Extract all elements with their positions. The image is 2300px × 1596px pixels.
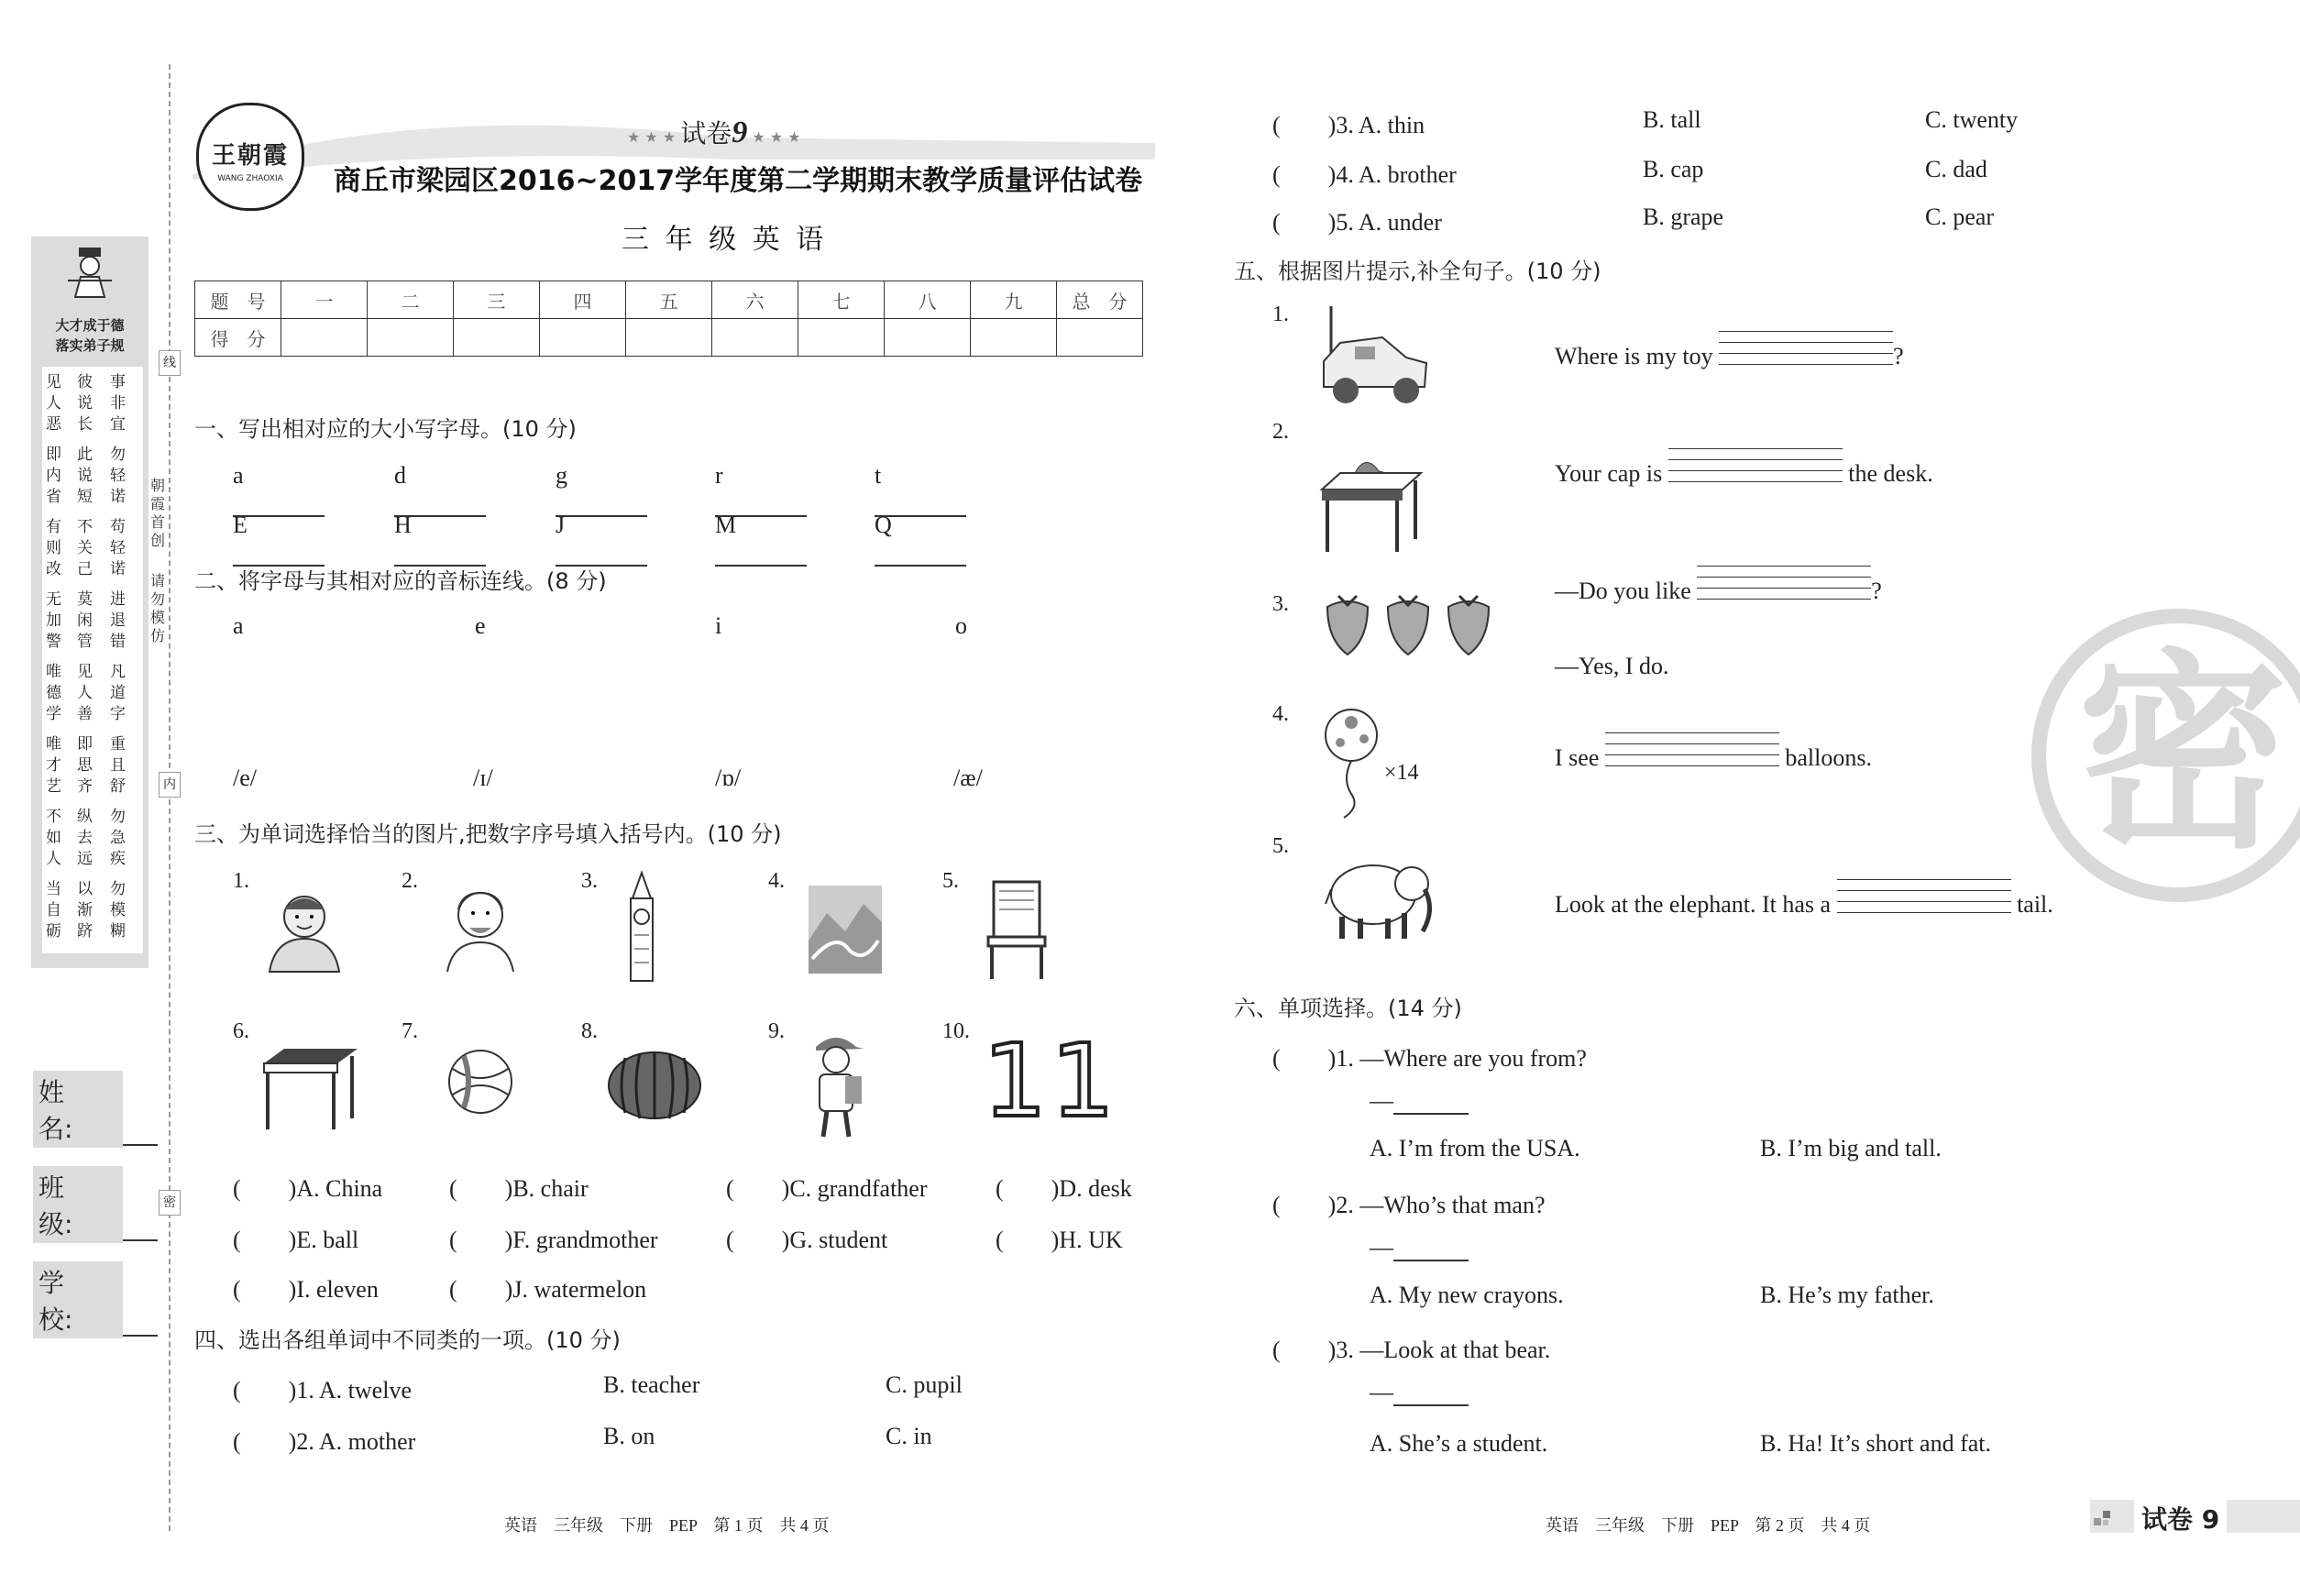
brand-seal-subtext: WANG ZHAOXIA — [217, 174, 283, 183]
option-c: C. dad — [1925, 156, 1987, 182]
s5-num-1: 1. — [1272, 303, 1289, 326]
option-c: C. twenty — [1925, 106, 2019, 133]
footer-badge: 试卷 9 — [2134, 1500, 2227, 1536]
motto-item: 勿轻诺 — [110, 446, 126, 506]
watermark-text: 密 — [2077, 633, 2289, 877]
s6-answer-line-2[interactable]: — — [1370, 1234, 1469, 1261]
badge-stars-right: ★ ★ ★ — [747, 128, 801, 146]
sentence-text: —Do you like — [1555, 578, 1691, 604]
letter: a — [233, 462, 244, 489]
sidebar-banner-2: 落实弟子规 — [55, 337, 125, 354]
pic-num-7: 7. — [402, 1019, 418, 1043]
sentence-text: Look at the elephant. It has a — [1555, 891, 1832, 918]
option-text: E. ball — [296, 1227, 359, 1253]
score-table-cell: 四 — [540, 281, 626, 319]
score-table-cell: 三 — [454, 281, 540, 319]
motto-item: 苟轻诺 — [110, 518, 126, 578]
score-table-cell: 二 — [368, 281, 454, 319]
school-label: 学 校: — [33, 1261, 123, 1338]
option-a: A. under — [1358, 209, 1442, 236]
secret-watermark-stamp — [2031, 609, 2300, 902]
score-table-header-row — [195, 281, 1143, 319]
motto-item: 此说短 — [77, 446, 93, 506]
match-letter[interactable]: a — [233, 612, 244, 639]
s5-sentence-2 — [1555, 460, 1933, 488]
score-input-cell[interactable] — [626, 319, 712, 357]
match-letter[interactable]: o — [955, 612, 967, 639]
letter: r — [715, 462, 723, 489]
s5-num-2: 2. — [1272, 420, 1289, 444]
motto-item: 凡道字 — [110, 663, 126, 723]
score-table-cell: 一 — [281, 281, 368, 319]
letter-item[interactable] — [394, 462, 486, 517]
letter-item[interactable] — [715, 462, 807, 517]
s5-sentence-3 — [1555, 578, 1882, 605]
toy-car-picture — [1318, 306, 1434, 413]
motto-item: 唯才艺 — [46, 735, 61, 796]
s6-option-b-3: B. Ha! It’s short and fat. — [1760, 1430, 1992, 1457]
s6-question-2[interactable]: ( )2. —Who’s that man? — [1272, 1192, 1546, 1218]
sentence-text: I see — [1555, 744, 1600, 771]
option-b: B. grape — [1643, 204, 1724, 230]
question-number: 1. — [296, 1377, 314, 1403]
watermelon-picture — [607, 1049, 702, 1126]
motto-item: 重且舒 — [110, 735, 126, 796]
score-table-cell: 六 — [712, 281, 798, 319]
sentence-end: ? — [1893, 343, 1904, 369]
footer-left: 英语 三年级 下册 PEP 第 1 页 共 4 页 — [504, 1516, 830, 1535]
grandmother-picture — [259, 882, 350, 977]
sidebar-motto-box — [31, 237, 149, 968]
motto-item: 勿模糊 — [110, 880, 126, 941]
balloon-count-label: ×14 — [1384, 761, 1419, 785]
letter-item[interactable] — [233, 462, 325, 517]
option-item[interactable]: ( )J. watermelon — [449, 1276, 647, 1303]
letter-item[interactable] — [556, 512, 647, 567]
letter: H — [394, 512, 412, 538]
sentence-end: the desk. — [1848, 460, 1933, 487]
s6-option-b-2: B. He’s my father. — [1760, 1282, 1934, 1308]
cap-on-desk-picture — [1318, 453, 1425, 557]
elephant-picture — [1324, 853, 1437, 944]
score-label-cell: 得 分 — [195, 319, 281, 357]
grandfather-picture — [435, 882, 526, 977]
motto-item: 以渐跻 — [77, 880, 93, 941]
name-field[interactable] — [33, 1071, 158, 1146]
sentence-end: tail. — [2017, 891, 2053, 918]
option-item[interactable]: ( )E. ball — [233, 1227, 359, 1253]
option-text: H. UK — [1059, 1227, 1123, 1253]
match-letter[interactable]: e — [475, 612, 486, 639]
option-text: A. China — [296, 1175, 383, 1202]
letter-item[interactable] — [233, 512, 325, 567]
score-table — [194, 281, 1143, 357]
vertical-notice-2: 请勿模仿 — [150, 572, 166, 644]
score-input-cell[interactable] — [798, 319, 885, 357]
s5-num-4: 4. — [1272, 702, 1289, 726]
score-table-cell: 题 号 — [195, 281, 281, 319]
pic-num-1: 1. — [233, 869, 249, 893]
option-b: B. on — [603, 1423, 655, 1449]
answer-blank[interactable] — [1719, 321, 1893, 365]
score-input-cell[interactable] — [281, 319, 368, 357]
motto-item: 不关己 — [77, 518, 93, 578]
question-text: —Where are you from? — [1359, 1045, 1587, 1072]
option-item[interactable]: ( )H. UK — [996, 1227, 1123, 1253]
option-item[interactable]: ( )B. chair — [449, 1175, 589, 1202]
school-field[interactable] — [33, 1261, 158, 1337]
motto-item: 无加警 — [46, 590, 61, 651]
question-number: 2. — [296, 1428, 314, 1455]
s5-num-5: 5. — [1272, 834, 1289, 858]
option-item[interactable]: ( )D. desk — [996, 1175, 1132, 1202]
badge-stars-left: ★ ★ ★ — [627, 128, 681, 146]
seal-mark-1: 线 — [159, 350, 181, 376]
option-a: A. mother — [318, 1428, 416, 1455]
option-c: C. pupil — [886, 1371, 963, 1398]
option-text: C. grandfather — [789, 1175, 928, 1202]
class-label: 班 级: — [33, 1166, 123, 1243]
option-b: B. tall — [1643, 106, 1701, 133]
option-b: B. cap — [1643, 156, 1704, 182]
section3-title: 三、为单词选择恰当的图片,把数字序号填入括号内。(10 分) — [194, 821, 782, 847]
sentence-end: ? — [1871, 578, 1882, 604]
answer-blank[interactable] — [1697, 556, 1871, 600]
option-text: G. student — [789, 1227, 888, 1253]
question-number: 5. — [1336, 209, 1354, 236]
letter: d — [394, 462, 406, 489]
sentence-end: balloons. — [1785, 744, 1872, 771]
motto-item: 即内省 — [46, 446, 61, 506]
question-number: 1. — [1336, 1045, 1354, 1072]
option-a: A. thin — [1358, 112, 1425, 138]
answer-blank[interactable] — [1668, 438, 1843, 482]
motto-item: 勿急疾 — [110, 808, 126, 868]
section2-title: 二、将字母与其相对应的音标连线。(8 分) — [194, 568, 607, 594]
score-input-cell[interactable] — [712, 319, 798, 357]
match-letter[interactable]: i — [715, 612, 722, 639]
s6-option-b-1: B. I’m big and tall. — [1760, 1135, 1942, 1161]
option-a: A. twelve — [318, 1377, 412, 1403]
match-phonetic[interactable]: /e/ — [233, 765, 257, 791]
seal-mark-3: 密 — [159, 1190, 181, 1216]
s6-answer-line-1[interactable]: — — [1370, 1087, 1469, 1115]
footer-badge-dots — [2094, 1509, 2118, 1527]
score-input-cell[interactable] — [1057, 319, 1143, 357]
big-ben-tower-picture — [614, 871, 669, 988]
exam-title: 商丘市梁园区2016~2017学年度第二学期期末教学质量评估试卷 — [334, 165, 1143, 197]
option-c: C. pear — [1925, 204, 1995, 230]
question-number: 3. — [1336, 112, 1354, 138]
class-field[interactable] — [33, 1166, 158, 1241]
question-row[interactable]: ( )1. A. twelve — [233, 1377, 412, 1403]
s5-reply-3: —Yes, I do. — [1555, 653, 1669, 679]
strawberries-picture — [1320, 590, 1503, 662]
sentence-text: Where is my toy — [1555, 343, 1713, 369]
option-item[interactable]: ( )F. grandmother — [449, 1227, 658, 1253]
pic-num-10: 10. — [942, 1019, 970, 1043]
letter: t — [875, 462, 882, 489]
match-phonetic[interactable]: /ɪ/ — [473, 765, 493, 791]
sidebar-banner-1: 大才成于德 — [55, 317, 125, 334]
question-text: —Who’s that man? — [1359, 1192, 1546, 1218]
score-input-cell[interactable] — [368, 319, 454, 357]
s6-question-3[interactable]: ( )3. —Look at that bear. — [1272, 1337, 1551, 1363]
section4-title: 四、选出各组单词中不同类的一项。(10 分) — [194, 1327, 621, 1353]
pic-num-9: 9. — [768, 1019, 785, 1043]
s5-num-3: 3. — [1272, 592, 1289, 616]
s6-option-a-2: A. My new crayons. — [1370, 1282, 1564, 1308]
letter-item[interactable] — [556, 462, 647, 517]
s6-question-1[interactable]: ( )1. —Where are you from? — [1272, 1045, 1587, 1072]
section6-title: 六、单项选择。(14 分) — [1234, 996, 1462, 1021]
option-c: C. in — [886, 1423, 932, 1449]
motto-item: 彼说长 — [77, 373, 93, 434]
question-text: —Look at that bear. — [1359, 1337, 1551, 1363]
motto-item: 不如人 — [46, 808, 61, 868]
section1-title: 一、写出相对应的大小写字母。(10 分) — [194, 416, 577, 442]
score-table-cell: 八 — [885, 281, 971, 319]
motto-item: 见人恶 — [46, 373, 61, 434]
question-row[interactable]: ( )5. A. under — [1272, 209, 1442, 236]
desk-picture — [260, 1045, 361, 1137]
binding-dotted-line — [169, 64, 171, 1531]
s6-option-a-1: A. I’m from the USA. — [1370, 1135, 1580, 1161]
score-input-cell[interactable] — [540, 319, 626, 357]
vertical-notice-1: 朝霞首创 — [150, 477, 166, 549]
motto-item: 见人善 — [77, 663, 93, 723]
s5-sentence-1 — [1555, 343, 1904, 370]
question-number: 2. — [1336, 1192, 1354, 1218]
s5-sentence-4 — [1555, 744, 1872, 772]
footer-right: 英语 三年级 下册 PEP 第 2 页 共 4 页 — [1546, 1516, 1871, 1535]
match-phonetic[interactable]: /æ/ — [953, 765, 983, 791]
letter-item[interactable] — [875, 462, 966, 517]
motto-item: 莫闲管 — [77, 590, 93, 651]
motto-col-left — [46, 372, 68, 942]
s6-option-a-3: A. She’s a student. — [1370, 1430, 1548, 1457]
option-item[interactable]: ( )G. student — [726, 1227, 888, 1253]
name-label: 姓 名: — [33, 1071, 123, 1148]
question-row[interactable]: ( )2. A. mother — [233, 1428, 416, 1455]
pic-num-4: 4. — [768, 869, 785, 893]
score-input-cell[interactable] — [454, 319, 540, 357]
option-item[interactable]: ( )A. China — [233, 1175, 383, 1202]
letter-item[interactable] — [715, 512, 807, 567]
pic-num-6: 6. — [233, 1019, 249, 1043]
option-b: B. teacher — [603, 1371, 700, 1398]
option-a: A. brother — [1358, 161, 1457, 188]
pic-num-8: 8. — [581, 1019, 598, 1043]
motto-item: 有则改 — [46, 518, 61, 578]
sentence-text: Your cap is — [1555, 460, 1663, 487]
pic-num-2: 2. — [402, 869, 418, 893]
motto-item: 纵去远 — [77, 808, 93, 868]
score-table-cell: 九 — [971, 281, 1057, 319]
pic-num-5: 5. — [942, 869, 959, 893]
student-picture — [799, 1029, 873, 1146]
letter: E — [233, 512, 248, 538]
score-table-cell: 总 分 — [1057, 281, 1143, 319]
motto-item: 当自砺 — [46, 880, 61, 941]
answer-blank[interactable] — [1837, 869, 2011, 913]
answer-blank[interactable] — [1605, 722, 1779, 766]
great-wall-picture — [809, 886, 882, 977]
question-number: 4. — [1336, 161, 1354, 188]
option-text: J. watermelon — [512, 1276, 647, 1303]
paper-badge-label: 试卷 — [680, 118, 732, 149]
option-text: D. desk — [1059, 1175, 1132, 1202]
question-row[interactable]: ( )3. A. thin — [1272, 112, 1425, 138]
score-table-cell: 七 — [798, 281, 885, 319]
exam-subject: 三 年 级 英 语 — [622, 224, 828, 256]
paper-badge — [627, 114, 801, 150]
letter: g — [556, 462, 567, 489]
ball-picture — [446, 1047, 515, 1120]
number-eleven-picture: 11 — [983, 1022, 1118, 1139]
motto-item: 即思齐 — [77, 735, 93, 796]
brand-seal-logo — [196, 103, 304, 211]
scholar-cartoon-icon — [62, 244, 117, 299]
seal-mark-2: 内 — [159, 772, 181, 798]
letter-item[interactable] — [875, 512, 966, 567]
balloon-picture — [1324, 706, 1388, 823]
option-item[interactable]: ( )C. grandfather — [726, 1175, 928, 1202]
chair-picture — [985, 878, 1049, 985]
paper-badge-number: 9 — [732, 116, 748, 149]
motto-item: 唯德学 — [46, 663, 61, 723]
motto-col-mid — [77, 372, 99, 942]
score-input-cell[interactable] — [885, 319, 971, 357]
motto-col-right — [110, 372, 132, 942]
option-text: F. grandmother — [512, 1227, 658, 1253]
letter-item[interactable] — [394, 512, 486, 567]
motto-item: 进退错 — [110, 590, 126, 651]
question-row[interactable]: ( )4. A. brother — [1272, 161, 1457, 188]
option-text: B. chair — [512, 1175, 589, 1202]
score-table-cell: 五 — [626, 281, 712, 319]
pic-num-3: 3. — [581, 869, 598, 893]
score-input-cell[interactable] — [971, 319, 1057, 357]
brand-seal-text: 王朝霞 — [211, 142, 289, 170]
s6-answer-line-3[interactable]: — — [1370, 1379, 1469, 1406]
score-table-score-row — [195, 319, 1143, 357]
section5-title: 五、根据图片提示,补全句子。(10 分) — [1234, 259, 1601, 284]
option-item[interactable]: ( )I. eleven — [233, 1276, 379, 1303]
letter: J — [556, 512, 566, 538]
motto-item: 事非宜 — [110, 373, 126, 434]
question-number: 3. — [1336, 1337, 1354, 1363]
letter: Q — [875, 512, 892, 538]
match-phonetic[interactable]: /ɒ/ — [715, 765, 742, 791]
letter: M — [715, 512, 737, 538]
s5-sentence-5 — [1555, 891, 2053, 919]
option-text: I. eleven — [296, 1276, 379, 1303]
